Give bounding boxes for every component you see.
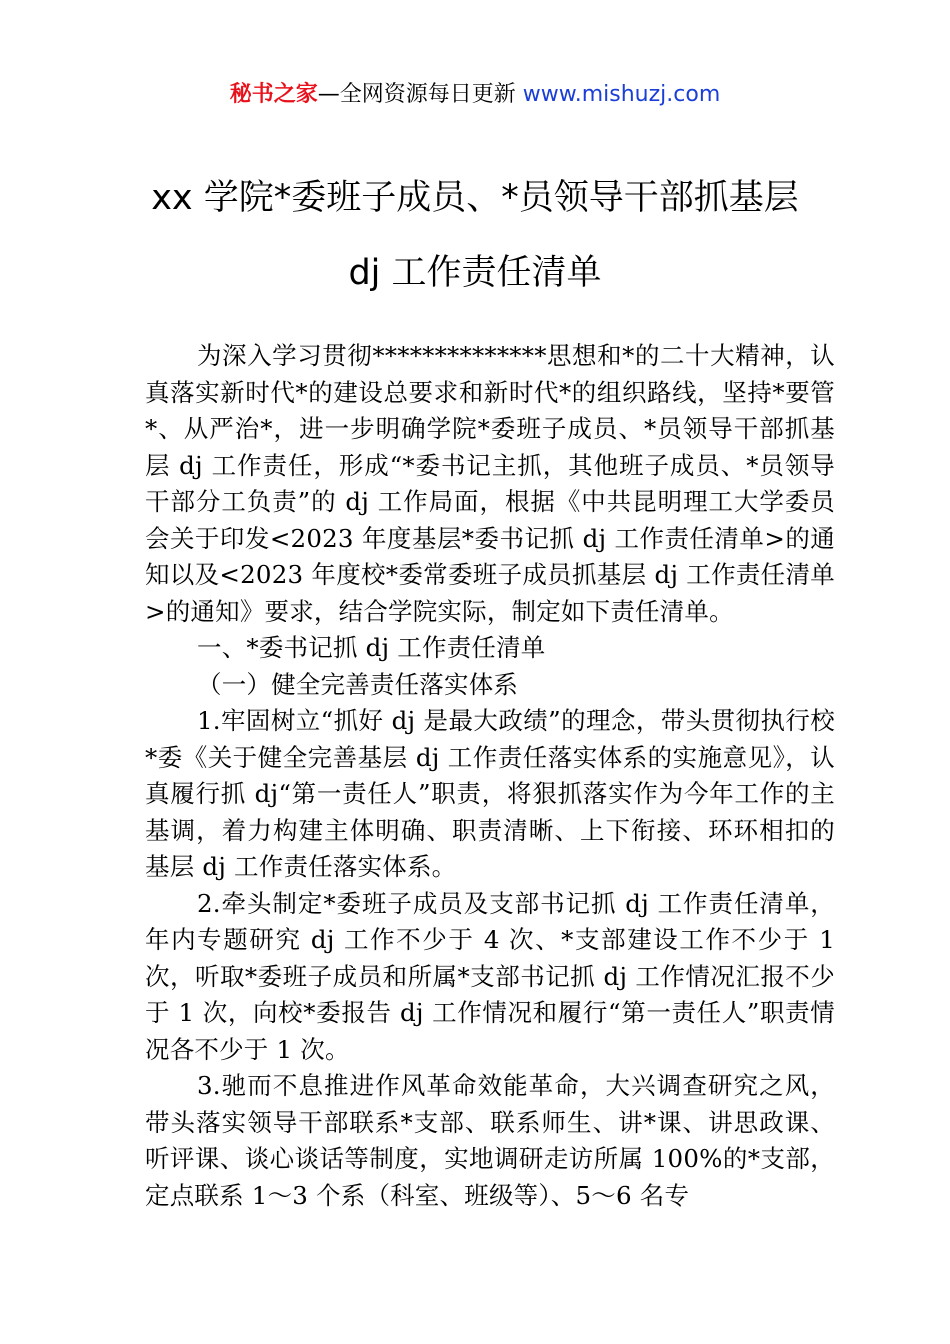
list-item-3: 3.驰而不息推进作风革命效能革命，大兴调查研究之风，带头落实领导干部联系*支部、联系师生、讲*课、讲思政课、听评课、谈心谈话等制度，实地调研走访所属 100%的*支部，定点联系 1～3 个系（科室、班级等）、5～6 名专 bbox=[145, 1071, 835, 1210]
section-heading: 一、*委书记抓 dj 工作责任清单 bbox=[197, 633, 546, 662]
list-item-2: 2.牵头制定*委班子成员及支部书记抓 dj 工作责任清单，年内专题研究 dj 工作不少于 4 次、*支部建设工作不少于 1 次，听取*委班子成员和所属*支部书记抓 dj 工作情况汇报不少于 1 次，向校*委报告 dj 工作情况和履行“第一责任人”职责情况各不少于 1 次。 bbox=[145, 888, 835, 1064]
title-line-1: xx 学院*委班子成员、*员领导干部抓基层 bbox=[151, 178, 799, 218]
document-title bbox=[60, 177, 890, 294]
site-url-link[interactable]: www.mishuzj.com bbox=[522, 82, 721, 107]
site-brand: 秘书之家 bbox=[229, 82, 318, 107]
title-line-2: dj 工作责任清单 bbox=[348, 253, 602, 293]
site-header bbox=[0, 80, 950, 110]
site-slogan: —全网资源每日更新 bbox=[317, 82, 523, 107]
list-item-1: 1.牢固树立“抓好 dj 是最大政绩”的理念，带头贯彻执行校*委《关于健全完善基层 dj 工作责任落实体系的实施意见》，认真履行抓 dj“第一责任人”职责，将狠抓落实作为今年工作的主基调，着力构建主体明确、职责清晰、上下衔接、环环相扣的基层 dj 工作责任落实体系。 bbox=[145, 706, 835, 881]
document-body bbox=[145, 338, 835, 1214]
subsection-heading: （一）健全完善责任落实体系 bbox=[197, 669, 519, 699]
intro-paragraph: 为深入学习贯彻**************思想和*的二十大精神，认真落实新时代*的建设总要求和新时代*的组织路线，坚持*要管*、从严治*，进一步明确学院*委班子成员、*员领导干部抓基层 dj 工作责任，形成“*委书记主抓，其他班子成员、*员领导干部分工负责”的 dj 工作局面，根据《中共昆明理工大学委员会关于印发<2023 年度基层*委书记抓 dj 工作责任清单>的通知以及<2023 年度校*委常委班子成员抓基层 dj 工作责任清单>的通知》要求，结合学院实际，制定如下责任清单。 bbox=[145, 341, 835, 626]
